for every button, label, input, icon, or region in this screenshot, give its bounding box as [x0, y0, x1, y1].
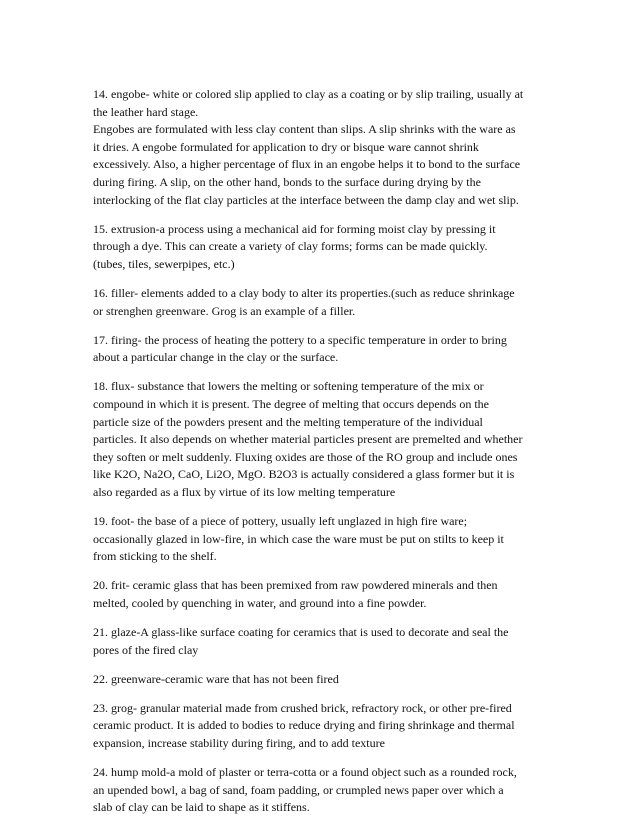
entry-text-line: particle size of the powders present and the melting temperature of the individual	[93, 414, 483, 429]
glossary-entry	[93, 86, 545, 209]
glossary-entry	[93, 285, 545, 320]
entry-text-line: slab of clay can be laid to shape as it stiffens.	[93, 800, 310, 815]
glossary-entry	[93, 332, 545, 367]
entry-text-line: 23. grog- granular material made from crushed brick, refractory rock, or other pre-fired	[93, 700, 512, 715]
entry-text-line: Engobes are formulated with less clay content than slips. A slip shrinks with the ware as	[93, 122, 516, 137]
entry-text-line: (tubes, tiles, sewerpipes, etc.)	[93, 256, 235, 271]
entry-text-line: 16. filler- elements added to a clay body to alter its properties.(such as reduce shrinkage	[93, 285, 515, 300]
glossary-entry	[93, 764, 545, 817]
entry-text-line: like K2O, Na2O, CaO, Li2O, MgO. B2O3 is actually considered a glass former but it is	[93, 467, 515, 482]
entry-text-line: or strenghen greenware. Grog is an example of a filler.	[93, 303, 356, 318]
entry-text-line: 19. foot- the base of a piece of pottery, usually left unglazed in high fire ware;	[93, 513, 468, 528]
glossary-entries	[93, 86, 545, 828]
glossary-entry	[93, 221, 545, 274]
entry-text-line: pores of the fired clay	[93, 642, 199, 657]
entry-text-line: 18. flux- substance that lowers the melting or softening temperature of the mix or	[93, 379, 484, 394]
entry-text-line: 15. extrusion-a process using a mechanical aid for forming moist clay by pressing it	[93, 221, 496, 236]
entry-text-line: through a dye. This can create a variety of clay forms; forms can be made quickly.	[93, 239, 488, 254]
glossary-entry	[93, 624, 545, 659]
entry-text-line: particles. It also depends on whether material particles present are premelted and whether	[93, 432, 523, 447]
entry-text-line: excessively. Also, a higher percentage of flux in an engobe helps it to bond to the surface	[93, 157, 521, 172]
entry-text-line: 21. glaze-A glass-like surface coating for ceramics that is used to decorate and seal the	[93, 624, 509, 639]
entry-text-line: expansion, increase stability during firing, and to add texture	[93, 735, 385, 750]
entry-text-line: compound in which it is present. The degree of melting that occurs depends on the	[93, 396, 490, 411]
entry-text-line: 24. hump mold-a mold of plaster or terra-cotta or a found object such as a rounded rock,	[93, 765, 517, 779]
entry-text-line: it dries. A engobe formulated for application to dry or bisque ware cannot shrink	[93, 139, 479, 154]
glossary-entry	[93, 378, 545, 501]
entry-text-line: 20. frit- ceramic glass that has been premixed from raw powdered minerals and then	[93, 578, 498, 593]
entry-text-line: an upended bowl, a bag of sand, foam padding, or crumpled news paper over which a	[93, 782, 504, 797]
glossary-entry	[93, 700, 545, 753]
entry-text-line: about a particular change in the clay or the surface.	[93, 350, 339, 365]
entry-text-line: occasionally glazed in low-fire, in which case the ware must be put on stilts to keep it	[93, 531, 504, 546]
glossary-entry	[93, 513, 545, 566]
entry-text-line: 14. engobe- white or colored slip applied to clay as a coating or by slip trailing, usually at	[93, 87, 524, 101]
entry-text-line: the leather hard stage.	[93, 104, 199, 119]
entry-text-line: from sticking to the shelf.	[93, 549, 217, 564]
entry-text-line: 17. firing- the process of heating the pottery to a specific temperature in order to bring	[93, 332, 507, 347]
entry-text-line: ceramic product. It is added to bodies to reduce drying and firing shrinkage and thermal	[93, 718, 515, 733]
entry-text-line: interlocking of the flat clay particles at the interface between the damp clay and wet slip.	[93, 192, 519, 207]
entry-text-line: during firing. A slip, on the other hand, bonds to the surface during drying by the	[93, 174, 481, 189]
glossary-entry	[93, 671, 545, 689]
entry-text-line: also regarded as a flux by virtue of its low melting temperature	[93, 484, 396, 499]
glossary-entry	[93, 577, 545, 612]
entry-text-line: they soften or melt suddenly. Fluxing oxides are those of the RO group and include ones	[93, 449, 518, 464]
entry-text-line: melted, cooled by quenching in water, and ground into a fine powder.	[93, 595, 427, 610]
entry-text-line: 22. greenware-ceramic ware that has not been fired	[93, 671, 339, 686]
